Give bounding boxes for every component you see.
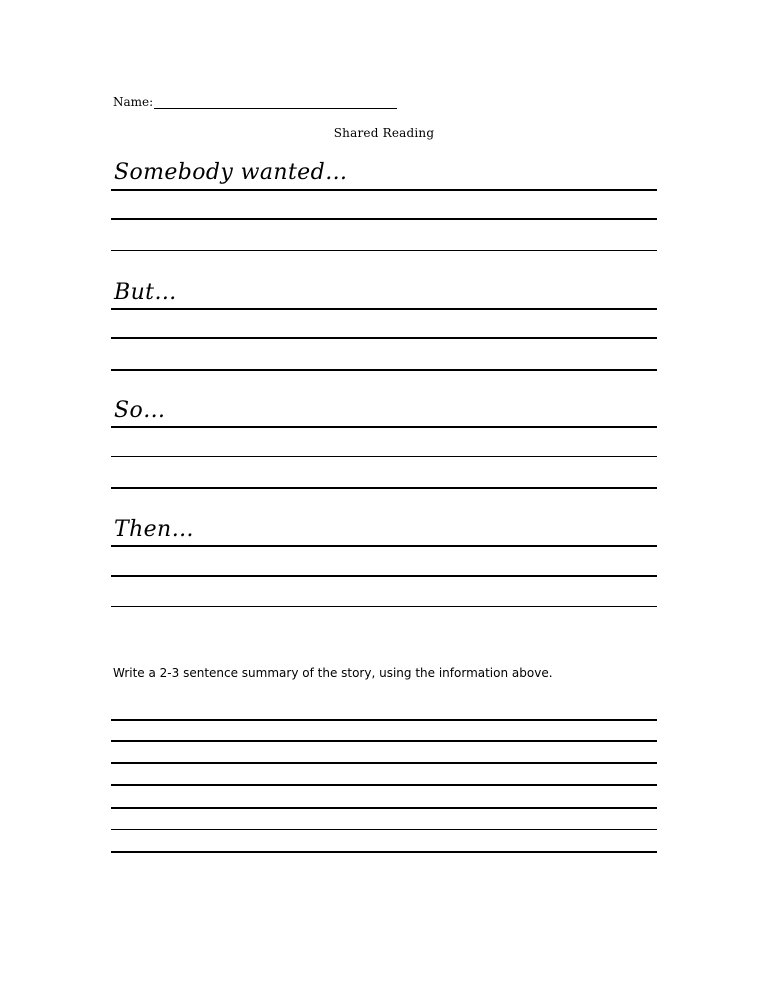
name-blank-line[interactable] (154, 96, 397, 109)
summary-writing-line[interactable] (111, 807, 657, 809)
writing-line[interactable] (111, 250, 657, 251)
writing-line[interactable] (111, 189, 657, 191)
name-label: Name: (113, 95, 154, 109)
summary-writing-line[interactable] (111, 851, 657, 853)
summary-writing-line[interactable] (111, 784, 657, 786)
section-label-so: So… (114, 398, 166, 423)
writing-line[interactable] (111, 337, 657, 339)
section-label-then: Then… (114, 517, 195, 542)
writing-line[interactable] (111, 545, 657, 547)
writing-line[interactable] (111, 308, 657, 310)
writing-line[interactable] (111, 487, 657, 489)
writing-line[interactable] (111, 218, 657, 220)
writing-line[interactable] (111, 426, 657, 428)
writing-line[interactable] (111, 456, 657, 457)
summary-writing-line[interactable] (111, 829, 657, 830)
summary-writing-line[interactable] (111, 740, 657, 742)
summary-writing-line[interactable] (111, 719, 657, 721)
section-label-but: But… (114, 280, 177, 305)
summary-instruction: Write a 2-3 sentence summary of the story, using the information above. (113, 666, 553, 680)
writing-line[interactable] (111, 606, 657, 607)
section-label-somebody-wanted: Somebody wanted… (114, 160, 348, 185)
summary-writing-line[interactable] (111, 762, 657, 764)
writing-line[interactable] (111, 369, 657, 371)
writing-line[interactable] (111, 575, 657, 577)
name-field-row (113, 91, 397, 109)
worksheet-title: Shared Reading (333, 126, 435, 140)
